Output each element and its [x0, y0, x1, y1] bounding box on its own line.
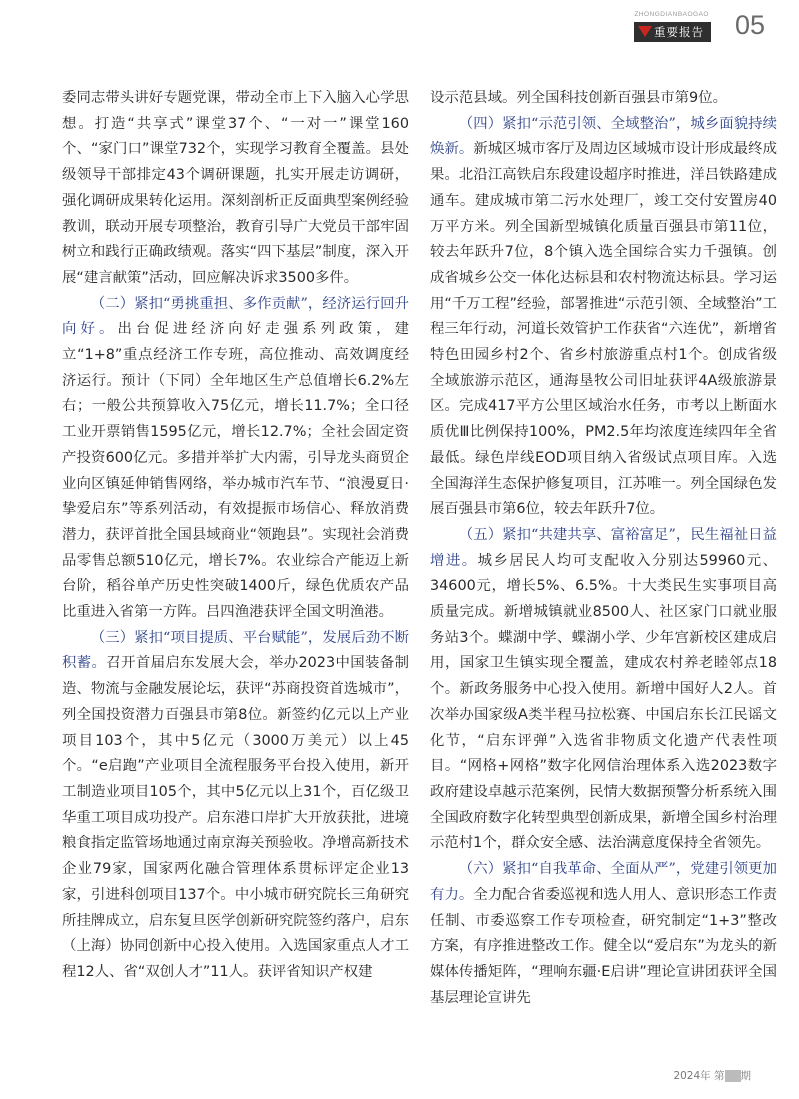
issue-number-box	[725, 1070, 741, 1082]
page-number: 05	[734, 10, 765, 40]
paragraph	[62, 626, 409, 986]
left-column	[62, 86, 409, 986]
section-heading: （三）紧扣“项目提质、平台赋能”，发展后劲不断积蓄。	[62, 629, 409, 672]
section-label	[634, 22, 711, 42]
paragraph-text: 全力配合省委巡视和选人用人、意识形态工作责任制、市委巡察工作专项检查，研究制定“1+3”整改方案，有序推进整改工作。健全以“爱启东”为龙头的新媒体传播矩阵，“理响东疆·E启讲”理论宣讲团获评全国基层理论宣讲先	[430, 886, 777, 1006]
footer-year: 2024年 第	[673, 1070, 725, 1082]
paragraph	[430, 112, 777, 523]
paragraph-text: 新城区城市客厅及周边区域城市设计形成最终成果。北沿江高铁启东段建设超序时推进，洋吕铁路建成通车。建成城市第二污水处理厂，竣工交付安置房40万平方米。列全国新型城镇化质量百强县市第11位，较去年跃升7位，8个镇入选全国综合实力千强镇。创成省城乡公交一体化达标县和农村物流达标县。学习运用“千万工程”经验，部署推进“示范引领、全域整治”工程三年行动，河道长效管护工作获省“六连优”，新增省特色田园乡村2个、省乡村旅游重点村1个。创成省级全域旅游示范区，通海垦牧公司旧址获评4A级旅游景区。完成417平方公里区域治水任务，市考以上断面水质优Ⅲ比例保持100%，PM2.5年均浓度连续四年全省最低。绿色岸线EOD项目纳入省级试点项目库。入选全国海洋生态保护修复项目，江苏唯一。列全国绿色发展百强县市第6位，较去年跃升7位。	[430, 141, 777, 518]
page-header	[597, 8, 767, 48]
right-column	[430, 86, 777, 1011]
paragraph-text: 出台促进经济向好走强系列政策，建立“1+8”重点经济工作专班，高位推动、高效调度经济运行。预计（下同）全年地区生产总值增长6.2%左右；一般公共预算收入75亿元，增长11.7%；全口径工业开票销售1595亿元，增长12.7%；全社会固定资产投资600亿元。多措并举扩大内需，引导龙头商贸企业向区镇延伸销售网络，举办城市汽车节、“浪漫夏日·挚爱启东”等系列活动，有效提振市场信心、释放消费潜力，获评首批全国县域商业“领跑县”。实现社会消费品零售总额510亿元，增长7%。农业综合产能迈上新台阶，稻谷单产历史性突破1400斤，绿色优质农产品比重进入省第一方阵。吕四渔港获评全国文明渔港。	[62, 321, 409, 621]
section-heading: （五）紧扣“共建共享、富裕富足”，民生福祉日益增进。	[430, 526, 777, 569]
section-heading: （四）紧扣“示范引领、全域整治”，城乡面貌持续焕新。	[430, 115, 777, 158]
paragraph-text: 城乡居民人均可支配收入分别达59960元、34600元，增长5%、6.5%。十大类民生实事项目高质量完成。新增城镇就业8500人、社区家门口就业服务站3个。蝶湖中学、蝶湖小学、少年宫新校区建成启用，国家卫生镇实现全覆盖，建成农村养老睦邻点18个。新政务服务中心投入使用。新增中国好人2人。首次举办国家级A类半程马拉松赛、中国启东长江民谣文化节，“启东评弹”入选省非物质文化遗产代表性项目。“网格+网格”数字化网信治理体系入选2023数字政府建设卓越示范案例，民情大数据预警分析系统入围全国政府数字化转型典型创新成果，新增全国乡村治理示范村1个，群众安全感、法治满意度保持全省领先。	[430, 552, 777, 852]
paragraph: 委同志带头讲好专题党课，带动全市上下入脑入心学思想。打造“共享式”课堂37个、“一对一”课堂160个、“家门口”课堂732个，实现学习教育全覆盖。县处级领导干部排定43个调研课题，扎实开展走访调研，强化调研成果转化运用。深刻剖析正反面典型案例经验教训，联动开展专项整治，教育引导广大党员干部牢固树立和践行正确政绩观。落实“四下基层”制度，深入开展“建言献策”活动，回应解决诉求3500多件。	[62, 90, 409, 286]
section-heading: （二）紧扣“勇挑重担、多作贡献”，经济运行回升向好。	[62, 295, 409, 338]
page-footer	[673, 1068, 751, 1083]
paragraph	[62, 292, 409, 626]
paragraph	[430, 857, 777, 1011]
paragraph: 设示范县域。列全国科技创新百强县市第9位。	[430, 90, 727, 106]
section-label-text: 重要报告	[654, 25, 704, 39]
paragraph	[430, 523, 777, 857]
red-triangle-icon	[638, 26, 652, 37]
paragraph-text: 召开首届启东发展大会，举办2023中国装备制造、物流与金融发展论坛，获评“苏商投资首选城市”，列全国投资潜力百强县市第8位。新签约亿元以上产业项目103个，其中5亿元（3000万美元）以上45个。“e启跑”产业项目全流程服务平台投入使用，新开工制造业项目105个，其中5亿元以上31个，百亿级卫华重工项目成功投产。启东港口岸扩大开放获批，进境粮食指定监管场地通过南京海关预验收。净增高新技术企业79家，国家两化融合管理体系贯标评定企业13家，引进科创项目137个。中小城市研究院长三角研究所挂牌成立，启东复旦医学创新研究院签约落户，启东（上海）协同创新中心投入使用。入选国家重点人才工程12人、省“双创人才”11人。获评省知识产权建	[62, 655, 409, 980]
section-heading: （六）紧扣“自我革命、全面从严”，党建引领更加有力。	[430, 861, 777, 903]
footer-issue: 期	[740, 1070, 751, 1082]
header-pinyin: ZHONGDIANBAOGAO	[634, 11, 709, 18]
